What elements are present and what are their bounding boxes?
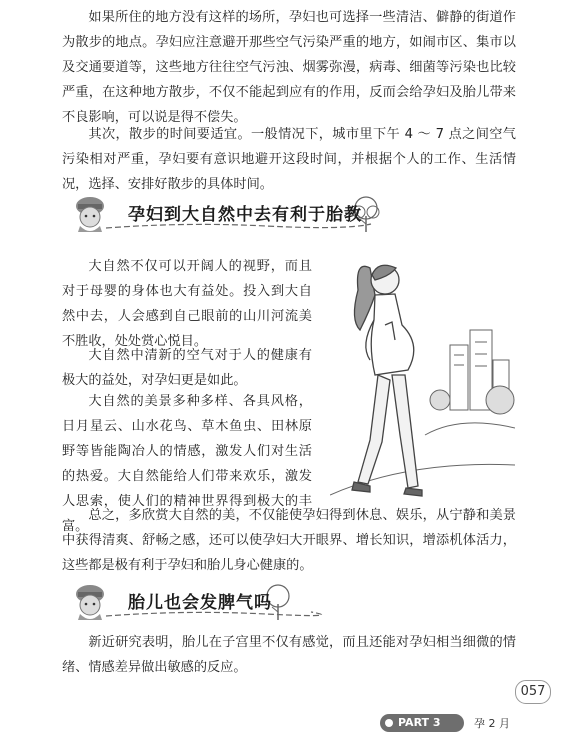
section-title: 孕妇到大自然中去有利于胎教 [128,205,362,225]
page-number: 057 [515,680,551,704]
body-paragraph-1: 如果所住的地方没有这样的场所，孕妇也可选择一些清洁、僻静的街道作为散步的地点。孕妇应注意避开那些空气污染严重的地方，如闹市区、集市以及交通要道等，这些地方往往空气污浊、烟雾弥漫，病毒、细菌等污染也比较严重，在这种地方散步，不仅不能起到应有的作用，反而会给孕妇及胎儿带来不良影响，可以说是得不偿失。 [62,10,516,125]
body-paragraph-3: 大自然不仅可以开阔人的视野，而且对于母婴的身体也大有益处。投入到大自然中去，人会感到自己眼前的山川河流美不胜收，处处赏心悦目。 [62,259,312,349]
baby-with-hat-icon [76,585,104,620]
bullet-dot-icon [385,719,393,727]
body-paragraph-6: 总之，多欣赏大自然的美，不仅能使孕妇得到休息、娱乐，从宁静和美景中获得清爽、舒畅之感，还可以使孕妇大开眼界、增长知识，增添机体活力，这些都是极有利于孕妇和胎儿身心健康的。 [62,508,516,573]
pregnant-woman-walking-illustration [330,250,515,505]
body-paragraph-2: 其次，散步的时间要适宜。一般情况下，城市里下午 4 ～ 7 点之间空气污染相对严重，孕妇要有意识地避开这段时间，并根据个人的工作、生活情况，选择、安排好散步的具体时间。 [62,127,516,192]
body-paragraph-7: 新近研究表明，胎儿在子宫里不仅有感觉，而且还能对孕妇相当细微的情绪、情感差异做出敏感的反应。 [62,635,516,675]
body-paragraph-5: 大自然的美景多种多样、各具风格，日月星云、山水花鸟、草木鱼虫、田林原野等皆能陶冶人的情感，激发人们对生活的热爱。大自然能给人们带来欢乐，激发人思索，使人们的精神世界得到极大的丰富。 [62,394,312,534]
part-label: PART 3 [398,716,441,729]
section-title: 胎儿也会发脾气吗 [128,593,272,613]
part-badge [380,714,464,732]
month-label: 孕 2 月 [474,717,510,730]
section-heading-nature [66,192,396,242]
body-paragraph-4: 大自然中清新的空气对于人的健康有极大的益处，对孕妇更是如此。 [62,348,312,388]
section-heading-fetus-temper [66,580,396,630]
baby-with-hat-icon [76,197,104,232]
